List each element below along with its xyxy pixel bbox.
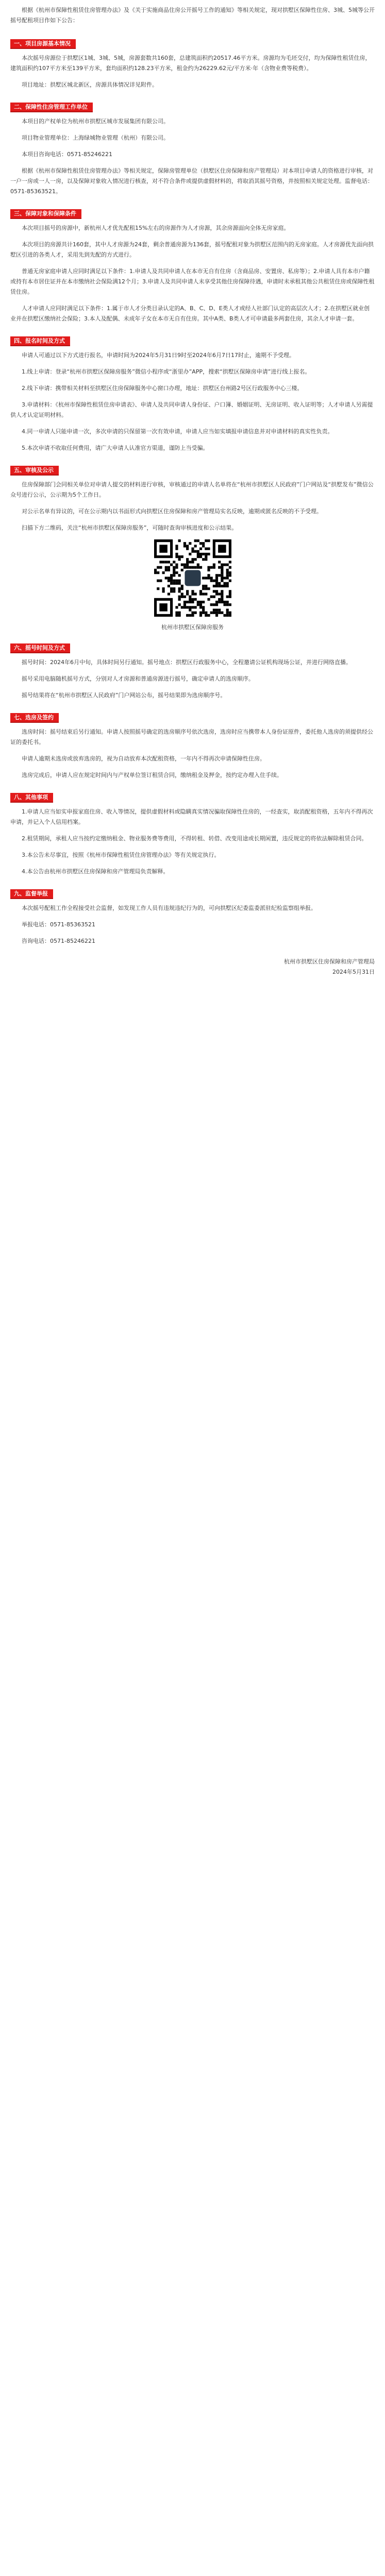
section-paragraph: 摇号时间：2024年6月中旬，具体时间另行通知。摇号地点：拱墅区行政服务中心，全程邀请公证机构现场公证，并进行网络直播。 [22, 659, 351, 666]
section-heading: 四、报名时间及方式 [10, 336, 70, 346]
section-heading: 五、审核及公示 [10, 466, 59, 476]
section-paragraph: 对公示名单有异议的，可在公示期内以书面形式向拱墅区住房保障和房产管理局实名反映，逾期或匿名反映的不予受理。 [22, 508, 322, 515]
section-paragraph: 选房完成后，申请人应在规定时间内与产权单位签订租赁合同，缴纳租金及押金，按约定办理入住手续。 [22, 772, 282, 778]
section-paragraph: 摇号采用电脑随机摇号方式，分别对人才房源和普通房源进行摇号，确定申请人的选房顺序。 [22, 675, 254, 682]
signature-block [10, 957, 375, 977]
section-paragraph: 4.同一申请人只能申请一次，多次申请的只保留第一次有效申请，申请人应当如实填报申请信息并对申请材料的真实性负责。 [22, 428, 333, 435]
section-heading: 六、摇号时间及方式 [10, 643, 70, 653]
section-paragraph: 本次摇号配租工作全程接受社会监督，如发现工作人员有违规违纪行为的，可向拱墅区纪委监委派驻纪检监察组举报。 [22, 905, 316, 911]
section-paragraph: 根据《杭州市保障性租赁住房管理办法》等相关规定，保障房管理单位（拱墅区住房保障和房产管理局）对本项目申请人的资格进行审核，对一户一房或一人一房，以及保障对象收入情况进行核查，对不符合条件或提供虚假材料的，将取消其摇号资格，并按照相关规定处理。监督电话：0571-85363521。 [10, 167, 373, 195]
qr-code-icon [154, 539, 231, 617]
section-paragraph: 1.线上申请：登录“杭州市拱墅区保障房服务”微信小程序或“浙里办”APP，搜索“拱墅区保障房申请”进行线上报名。 [22, 368, 311, 375]
section-heading: 八、其他事项 [10, 793, 53, 803]
section-paragraph: 选房时间：摇号结束后另行通知。申请人按照摇号确定的选房顺序号依次选房，选房时应当携带本人身份证原件，委托他人选房的须提供经公证的委托书。 [10, 728, 373, 745]
section-heading: 二、保障性住房管理工作单位 [10, 103, 93, 112]
section-paragraph: 2.租赁期间，承租人应当按约定缴纳租金、物业服务费等费用，不得转租、转借、改变用途或长期闲置，违反规定的将依法解除租赁合同。 [22, 835, 367, 842]
section-paragraph: 本项目咨询电话：0571-85246221 [22, 151, 112, 158]
section-heading: 九、监督举报 [10, 889, 53, 899]
qr-caption: 杭州市拱墅区保障房服务 [161, 624, 224, 631]
section-paragraph: 本次项目的房源共计160套，其中人才房源为24套，剩余普通房源为136套，摇号配租对象为拱墅区范围内的无房家庭。人才房源优先面向拱墅区引进的各类人才，采用先到先配的方式进行。 [10, 241, 374, 258]
section-paragraph: 申请人可通过以下方式进行报名，申请时间为2024年5月31日9时至2024年6月7日17时止，逾期不予受理。 [22, 352, 295, 359]
section-paragraph: 人才申请人应同时满足以下条件：1.属于市人才分类目录认定的A、B、C、D、E类人才或经人社部门认定的高层次人才；2.在拱墅区就业创业并在拱墅区缴纳社会保险；3.本人及配偶、未成年子女在本市无自有住房。其中A类、B类人才可申请最多两套住房，其余人才申请一套。 [10, 305, 370, 322]
section-paragraph: 申请人逾期未选房或放弃选房的，视为自动放弃本次配租资格，一年内不得再次申请保障性住房。 [22, 755, 265, 762]
sections-container [10, 33, 375, 946]
section-paragraph: 项目物业管理单位：上海绿城物业管理（杭州）有限公司。 [22, 134, 169, 141]
section-heading: 七、选房及签约 [10, 713, 59, 723]
section-paragraph: 举报电话：0571-85363521 [22, 921, 95, 928]
section-paragraph: 普通无房家庭申请人应同时满足以下条件：1.申请人及共同申请人在本市无自有住房（含商品房、安置房、私房等）；2.申请人具有本市户籍或持有本市居住证并在本市缴纳社会保险满12个月；3.申请人及共同申请人未享受其他住房保障待遇，申请时未承租其他公共租赁住房或保障性租赁住房。 [10, 268, 375, 295]
section-paragraph: 3.申请材料：《杭州市保障性租赁住房申请表》、申请人及共同申请人身份证、户口簿、婚姻证明、无房证明、收入证明等；人才申请人另需提供人才认定证明材料。 [10, 401, 373, 418]
section-paragraph: 住房保障部门会同相关单位对申请人提交的材料进行审核，审核通过的申请人名单将在“杭州市拱墅区人民政府”门户网站及“拱墅发布”微信公众号进行公示，公示期为5个工作日。 [10, 481, 374, 498]
section-paragraph: 本项目的产权单位为杭州市拱墅区城市发展集团有限公司。 [22, 118, 169, 125]
section-paragraph: 4.本公告由杭州市拱墅区住房保障和房产管理局负责解释。 [22, 868, 169, 875]
section-paragraph: 摇号结果将在“杭州市拱墅区人民政府”门户网站公布，摇号结果即为选房顺序号。 [22, 692, 226, 699]
section-paragraph: 咨询电话：0571-85246221 [22, 938, 95, 944]
intro-paragraph: 根据《杭州市保障性租赁住房管理办法》及《关于实施商品住房公开摇号工作的通知》等相关规定，现对拱墅区保障性住房、3城、5城等公开摇号配租项目作如下公告： [10, 7, 375, 24]
section-paragraph: 3.本公告未尽事宜，按照《杭州市保障性租赁住房管理办法》等有关规定执行。 [22, 852, 220, 858]
section-paragraph: 5.本次申请不收取任何费用，请广大申请人认准官方渠道，谨防上当受骗。 [22, 445, 209, 451]
section-paragraph: 本次摇号房源位于拱墅区1城、3城、5城，房源套数共160套，总建筑面积约20517.46平方米。房源均为毛坯交付，均为保障性租赁住房，建筑面积约107平方米至139平方米，套均面积约128.23平方米，租金约为26229.62元/平方米·年（含物业费等税费）。 [10, 55, 371, 72]
issue-date: 2024年5月31日 [332, 969, 375, 975]
issuing-organization: 杭州市拱墅区住房保障和房产管理局 [284, 958, 375, 965]
section-paragraph: 2.线下申请：携带相关材料至拱墅区住房保障服务中心窗口办理，地址：拱墅区台州路2号区行政服务中心三楼。 [22, 385, 303, 392]
section-heading: 一、项目房源基本情况 [10, 39, 76, 49]
section-paragraph: 扫描下方二维码，关注“杭州市拱墅区保障房服务”，可随时查询审核进度和公示结果。 [22, 524, 238, 531]
section-paragraph: 项目地址：拱墅区城北新区，房源具体情况详见附件。 [22, 81, 158, 88]
qr-code-block [10, 539, 375, 619]
section-paragraph: 本次项目摇号的房源中，新杭州人才优先配租15%左右的房源作为人才房源，其余房源面向全体无房家庭。 [22, 225, 290, 231]
section-paragraph: 1.申请人应当如实申报家庭住房、收入等情况，提供虚假材料或隐瞒真实情况骗取保障性住房的，一经查实，取消配租资格，五年内不得再次申请，并记入个人信用档案。 [10, 808, 373, 825]
section-heading: 三、保障对象和保障条件 [10, 209, 81, 219]
